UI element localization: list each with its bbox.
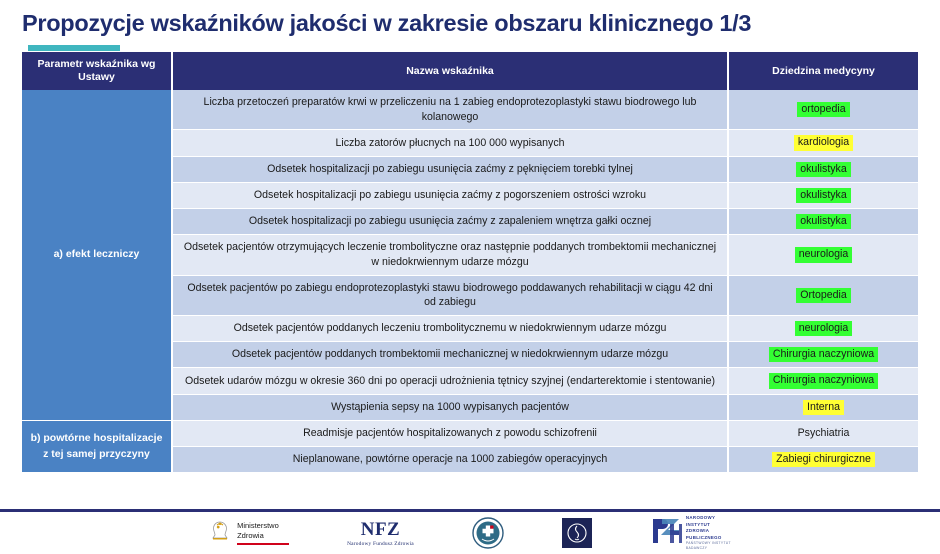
column-header-dziedzina: Dziedzina medycyny: [728, 52, 918, 90]
pzh-line-3: ZDROWIA: [685, 528, 710, 534]
indicator-name-cell: Odsetek pacjentów poddanych leczeniu trombolitycznemu w niedokrwiennym udarze mózgu: [172, 315, 728, 341]
medical-field-cell: [728, 235, 918, 275]
indicator-name-cell: Odsetek hospitalizacji po zabiegu usunięcia zaćmy z pogorszeniem ostrości wzroku: [172, 182, 728, 208]
medical-field-highlight: Ortopedia: [796, 288, 851, 303]
nfz-wordmark: NFZ: [360, 518, 401, 540]
indicators-table-wrapper: [22, 52, 918, 473]
indicator-name-cell: Odsetek pacjentów po zabiegu endoprotezoplastyki stawu biodrowego poddawanych rehabilitacji w ciągu 42 dni od zabiegu: [172, 275, 728, 315]
indicator-name-cell: Readmisje pacjentów hospitalizowanych z powodu schizofrenii: [172, 420, 728, 446]
medical-field-highlight: okulistyka: [796, 214, 851, 229]
medical-field-highlight: Psychiatria: [797, 426, 850, 439]
logo-pzh: [650, 515, 731, 551]
medical-field-highlight: ortopedia: [797, 102, 849, 117]
mz-line-2: Zdrowia: [237, 531, 264, 541]
medical-field-cell: [728, 156, 918, 182]
medical-field-cell: [728, 209, 918, 235]
medical-field-highlight: okulistyka: [796, 188, 851, 203]
column-header-nazwa: Nazwa wskaźnika: [172, 52, 728, 90]
medical-chamber-emblem-icon: [472, 517, 504, 549]
indicator-name-cell: Odsetek udarów mózgu w okresie 360 dni po operacji udrożnienia tętnicy szyjnej (endarterektomie i stentowanie): [172, 368, 728, 394]
pzh-line-1: NARODOWY: [685, 515, 716, 521]
medical-field-highlight: Chirurgia naczyniowa: [769, 347, 878, 362]
indicator-name-cell: Nieplanowane, powtórne operacje na 1000 zabiegów operacyjnych: [172, 447, 728, 473]
medical-field-highlight: neurologia: [795, 247, 852, 262]
pzh-line-2: INSTYTUT: [685, 521, 711, 527]
parametr-group-cell: b) powtórne hospitalizacje z tej samej przyczyny: [22, 420, 172, 472]
medical-field-highlight: Zabiegi chirurgiczne: [772, 452, 875, 467]
table-header-row: [22, 52, 918, 90]
pzh-line-4: PUBLICZNEGO: [685, 534, 722, 540]
medical-field-highlight: Chirurgia naczyniowa: [769, 373, 878, 388]
medical-field-cell: [728, 447, 918, 473]
page-title: Propozycje wskaźników jakości w zakresie obszaru klinicznego 1/3: [22, 10, 752, 36]
footer-logos: [0, 512, 940, 554]
medical-field-cell: [728, 420, 918, 446]
mz-line-1: Ministerstwo: [237, 521, 279, 531]
column-header-parametr: Parametr wskaźnika wg Ustawy: [22, 52, 172, 90]
logo-navy-square: [562, 515, 592, 551]
logo-nfz: [347, 515, 414, 551]
indicator-name-cell: Odsetek pacjentów otrzymujących leczenie trombolityczne oraz następnie poddanych trombektomii mechanicznej w niedokrwiennym udarze mózgu: [172, 235, 728, 275]
medical-field-highlight: okulistyka: [796, 162, 851, 177]
medical-field-cell: [728, 275, 918, 315]
table-header: [22, 52, 918, 90]
indicators-table: [22, 52, 918, 473]
indicator-name-cell: Liczba zatorów płucnych na 100 000 wypisanych: [172, 130, 728, 156]
polish-eagle-icon: [209, 519, 231, 548]
indicator-name-cell: Wystąpienia sepsy na 1000 wypisanych pacjentów: [172, 394, 728, 420]
medical-field-cell: [728, 130, 918, 156]
medical-field-highlight: kardiologia: [794, 135, 853, 150]
indicator-name-cell: Odsetek hospitalizacji po zabiegu usunięcia zaćmy z zapaleniem wnętrza gałki ocznej: [172, 209, 728, 235]
pzh-line-6: BADAWCZY: [685, 545, 708, 550]
medical-field-cell: [728, 90, 918, 130]
indicator-name-cell: Odsetek pacjentów poddanych trombektomii mechanicznej w niedokrwiennym udarze mózgu: [172, 342, 728, 368]
medical-field-highlight: Interna: [803, 400, 844, 415]
indicator-name-cell: Liczba przetoczeń preparatów krwi w przeliczeniu na 1 zabieg endoprotezoplastyki stawu biodrowego lub kolanowego: [172, 90, 728, 130]
pzh-line-5: PAŃSTWOWY INSTYTUT: [685, 540, 731, 545]
ministerstwo-zdrowia-text-block: [237, 521, 289, 545]
medical-field-cell: [728, 342, 918, 368]
medical-field-cell: [728, 368, 918, 394]
navy-square-emblem-icon: [562, 518, 592, 548]
table-body: [22, 90, 918, 473]
logo-nil: [472, 515, 504, 551]
mz-red-rule: [237, 543, 289, 545]
pzh-text-block: [686, 515, 731, 550]
logo-ministerstwo-zdrowia: [209, 515, 289, 551]
medical-field-cell: [728, 394, 918, 420]
medical-field-cell: [728, 182, 918, 208]
nfz-subtitle: Narodowy Fundusz Zdrowia: [347, 540, 414, 547]
title-accent-bar: [28, 45, 120, 51]
table-row: [22, 420, 918, 446]
medical-field-highlight: neurologia: [795, 321, 852, 336]
parametr-group-cell: a) efekt leczniczy: [22, 90, 172, 420]
medical-field-cell: [728, 315, 918, 341]
pzh-monogram-icon: [650, 516, 682, 551]
indicator-name-cell: Odsetek hospitalizacji po zabiegu usunięcia zaćmy z pęknięciem torebki tylnej: [172, 156, 728, 182]
table-row: [22, 90, 918, 130]
